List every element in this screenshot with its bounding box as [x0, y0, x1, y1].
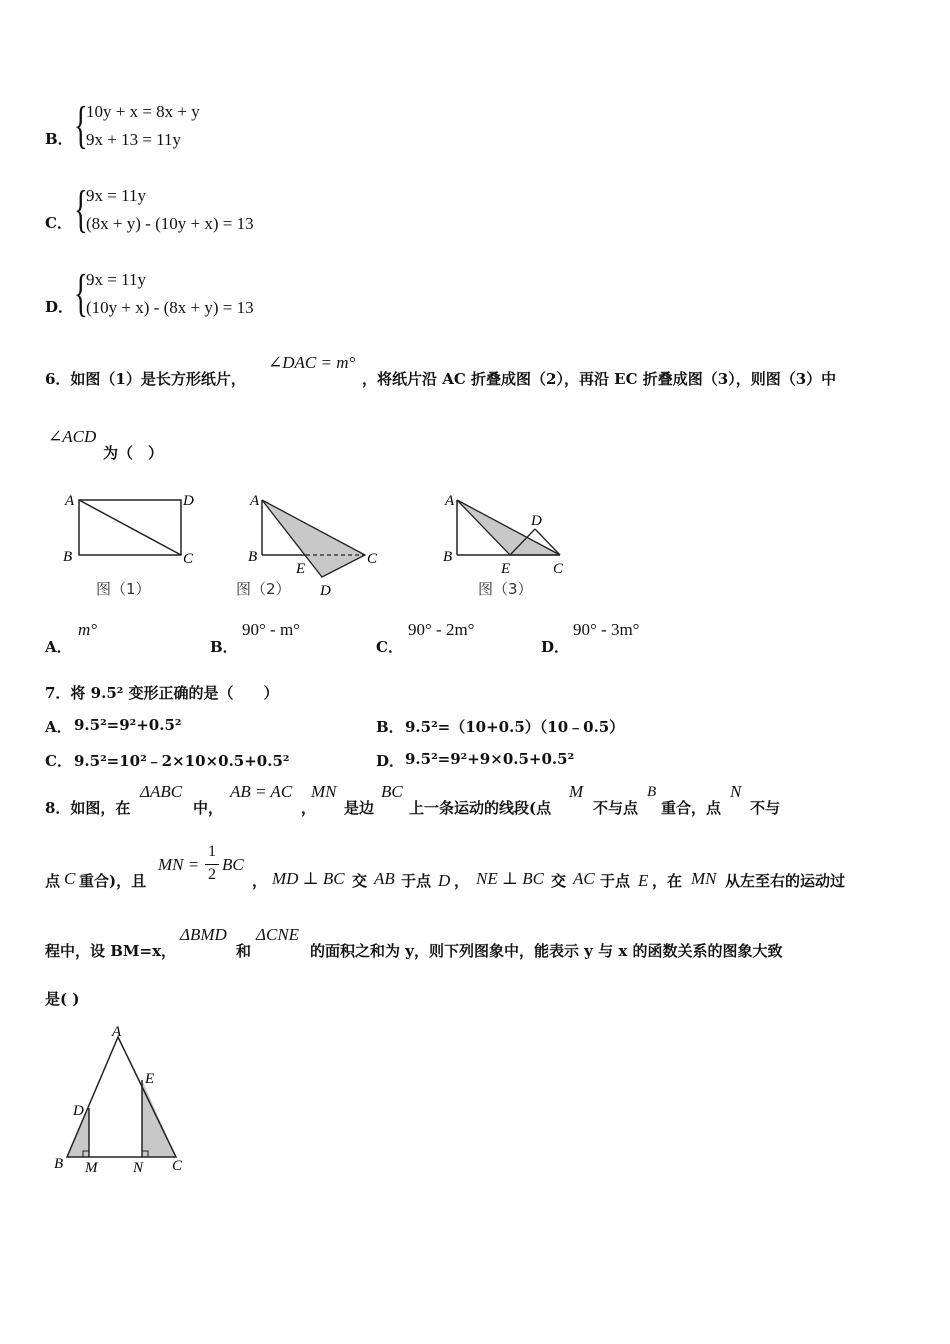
q8-fig-label-e: E: [145, 1071, 155, 1087]
q8-fig-label-n: N: [133, 1160, 144, 1176]
q8-mn: MN: [311, 782, 337, 801]
q8-text-22: 是( ): [45, 990, 80, 1008]
q8-text-8: 不与: [750, 799, 781, 817]
q5-option-c-brace: {: [74, 181, 88, 238]
fig3-label-e: E: [501, 561, 511, 577]
q8-text-21: 的面积之和为 y，则下列图象中，能表示 y 与 x 的函数关系的图象大致: [310, 942, 783, 960]
q8-frac-den: 2: [208, 866, 216, 883]
fig3-label-d: D: [531, 513, 542, 529]
q6-stem-part3: 为（ ）: [103, 444, 164, 462]
q6-option-b-label: B．: [210, 638, 238, 656]
q8-text-4: 是边: [344, 799, 375, 817]
q8-text-10: 重合)，且: [79, 872, 147, 890]
q5-option-c-eq1: 9x = 11y: [86, 186, 146, 205]
q8-e: E: [638, 871, 649, 890]
q8-d: D: [438, 871, 451, 890]
fig1-label-a: A: [65, 493, 75, 509]
q6-angle-dac: ∠DAC = m°: [268, 353, 356, 372]
q6-option-c-value: 90° - 2m°: [408, 620, 475, 639]
q8-text-3: ，: [301, 799, 317, 817]
fig1-caption: 图（1）: [96, 580, 151, 598]
q8-fig-label-m: M: [85, 1160, 98, 1176]
fig3-label-c: C: [553, 561, 564, 577]
q8-frac-num: 1: [208, 843, 216, 860]
fig2-label-d: D: [320, 583, 331, 599]
q8-figure: [45, 1020, 205, 1185]
q5-option-c-eq2: (8x + y) - (10y + x) = 13: [86, 214, 254, 233]
q8-fig-label-b: B: [54, 1156, 64, 1172]
q5-option-b-eq2: 9x + 13 = 11y: [86, 130, 182, 149]
q8-bc: BC: [381, 782, 403, 801]
q6-option-a-value: m°: [78, 620, 98, 639]
q7-option-a-text: 9.5²=9²+0.5²: [74, 716, 182, 734]
q6-stem-part2: ，将纸片沿 AC 折叠成图（2），再沿 EC 折叠成图（3），则图（3）中: [362, 370, 837, 388]
q7-option-d-text: 9.5²=9²+9×0.5+0.5²: [405, 750, 575, 768]
q8-mn-3: MN: [691, 869, 717, 888]
q8-fig-label-a: A: [112, 1024, 122, 1040]
q8-text-2: 中，: [193, 799, 224, 817]
q8-text-6: 不与点: [593, 799, 639, 817]
q6-option-d-label: D．: [541, 638, 570, 656]
q8-m: M: [569, 782, 584, 801]
q8-text-19: 程中，设 BM=x，: [45, 942, 177, 960]
q8-md-perp-bc: MD ⊥ BC: [272, 869, 345, 888]
fig2-caption: 图（2）: [236, 580, 291, 598]
fig1-label-b: B: [63, 549, 73, 565]
q7-option-c-label: C．: [45, 752, 72, 770]
q5-option-c-label: C．: [45, 214, 72, 232]
q7-option-a-label: A．: [45, 718, 72, 736]
q8-text-1: 8．如图，在: [45, 799, 131, 817]
q5-option-b-eq1: 10y + x = 8x + y: [86, 102, 200, 121]
q7-option-b-label: B．: [376, 718, 404, 736]
q8-c: C: [64, 869, 76, 888]
q8-ne-perp-bc: NE ⊥ BC: [476, 869, 544, 888]
q8-triangle-bmd: ΔBMD: [180, 925, 227, 944]
q7-option-c-text: 9.5²=10²﹣2×10×0.5+0.5²: [74, 752, 290, 770]
q8-text-12: 交: [352, 872, 368, 890]
q8-frac-bar: [205, 864, 219, 865]
fig3-caption: 图（3）: [478, 580, 533, 598]
fig1-label-c: C: [183, 551, 194, 567]
q8-mn-eq: MN =: [158, 855, 200, 874]
q5-option-d-brace: {: [74, 265, 88, 322]
q8-triangle-abc: ΔABC: [140, 782, 183, 801]
q7-stem: 7．将 9.5² 变形正确的是（ ）: [45, 684, 279, 702]
fig2-label-a: A: [250, 493, 260, 509]
q8-text-9: 点: [45, 872, 61, 890]
fig3-label-b: B: [443, 549, 453, 565]
q5-option-b-label: B．: [45, 130, 73, 148]
q8-text-5: 上一条运动的线段(点: [409, 799, 552, 817]
q7-option-d-label: D．: [376, 752, 405, 770]
q8-text-20: 和: [236, 942, 252, 960]
q5-option-b-brace: {: [74, 97, 88, 154]
q5-option-d-label: D．: [45, 298, 74, 316]
fig2-label-c: C: [367, 551, 378, 567]
q5-option-d-eq1: 9x = 11y: [86, 270, 146, 289]
q8-text-14: ，: [454, 872, 470, 890]
q8-ac: AC: [573, 869, 595, 888]
fig2-label-b: B: [248, 549, 258, 565]
q7-option-b-text: 9.5²=（10+0.5）（10﹣0.5）: [405, 718, 625, 736]
q8-fig-label-d: D: [73, 1103, 84, 1119]
fig1-label-d: D: [183, 493, 194, 509]
fig2-label-e: E: [296, 561, 306, 577]
q8-n: N: [730, 782, 742, 801]
q6-option-b-value: 90° - m°: [242, 620, 300, 639]
fig3-label-a: A: [445, 493, 455, 509]
q8-text-18: 从左至右的运动过: [725, 872, 846, 890]
q8-text-13: 于点: [401, 872, 432, 890]
q8-fig-label-c: C: [172, 1158, 183, 1174]
q6-option-c-label: C．: [376, 638, 403, 656]
q8-bc-2: BC: [222, 855, 244, 874]
q8-ab-eq-ac: AB = AC: [230, 782, 293, 801]
q6-option-d-value: 90° - 3m°: [573, 620, 640, 639]
q8-triangle-cne: ΔCNE: [256, 925, 300, 944]
q6-option-a-label: A．: [45, 638, 72, 656]
q8-ab: AB: [374, 869, 395, 888]
q5-option-d-eq2: (10y + x) - (8x + y) = 13: [86, 298, 254, 317]
q8-b: B: [647, 784, 657, 800]
q8-text-17: ，在: [652, 872, 683, 890]
q8-text-11: ，: [252, 872, 268, 890]
q6-stem-part1: 6．如图（1）是长方形纸片，: [45, 370, 246, 388]
q6-angle-acd: ∠ACD: [48, 427, 97, 446]
q8-text-16: 于点: [600, 872, 631, 890]
q8-text-15: 交: [551, 872, 567, 890]
q8-text-7: 重合，点: [661, 799, 722, 817]
